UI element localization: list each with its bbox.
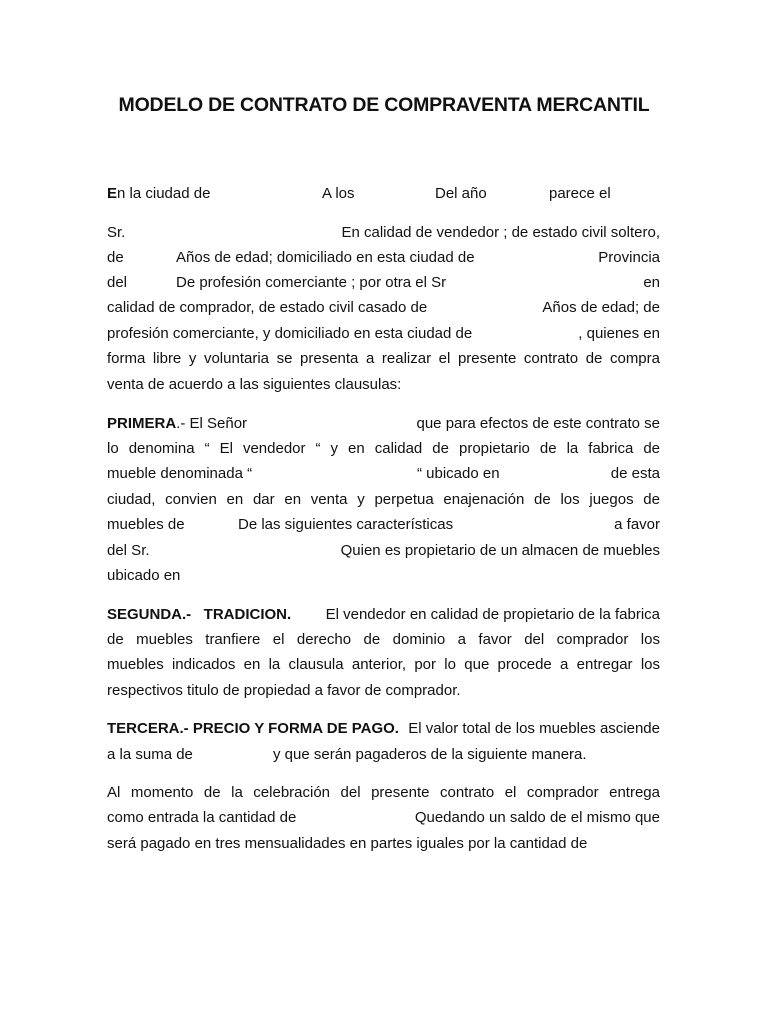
intro-text: Provincia (598, 249, 660, 266)
intro-line-7: forma libre y voluntaria se presenta a realizar el presente contrato de compra (107, 350, 660, 367)
intro-line-6 (107, 321, 660, 347)
intro-text: Del año (435, 185, 487, 202)
intro-line-2 (107, 220, 660, 246)
clause-text: Quien es propietario de un almacen de muebles (340, 542, 660, 559)
segunda-line-1 (107, 602, 660, 628)
clause-text: y que serán pagaderos de la siguiente manera. (273, 746, 587, 763)
segunda-line-3: muebles indicados en la clausula anterior, por lo que procede a entregar los (107, 656, 660, 673)
clause-text: Quedando un saldo de el mismo que (414, 809, 660, 826)
intro-text: A los (322, 185, 355, 202)
primera-line-6 (107, 538, 660, 564)
intro-line-1 (107, 181, 660, 207)
intro-text: n la ciudad de (117, 185, 211, 202)
intro-text: parece el (549, 185, 611, 202)
intro-text: en (643, 274, 660, 291)
intro-text: del (107, 274, 128, 291)
pago-line-2 (107, 805, 660, 831)
primera-line-3 (107, 461, 660, 487)
intro-text: Sr. (107, 224, 126, 241)
clause-label: SEGUNDA.- TRADICION. (107, 606, 292, 623)
tercera-line-1 (107, 716, 660, 742)
intro-text: , quienes en (578, 325, 660, 342)
clause-text: De las siguientes características (238, 516, 454, 533)
clause-text: “ ubicado en (417, 465, 500, 482)
primera-line-5 (107, 512, 660, 538)
clause-text: de esta (610, 465, 660, 482)
clause-text: muebles de (107, 516, 185, 533)
segunda-line-2: de muebles tranfiere el derecho de dominio a favor del comprador los (107, 631, 660, 648)
intro-text: calidad de comprador, de estado civil casado de (107, 299, 428, 316)
clause-text: El vendedor en calidad de propietario de la fabrica (325, 606, 660, 623)
segunda-line-4: respectivos titulo de propiedad a favor de comprador. (107, 682, 461, 699)
clause-text: mueble denominada “ (107, 465, 253, 482)
pago-line-1: Al momento de la celebración del presente contrato el comprador entrega (107, 784, 660, 801)
intro-text: Años de edad; de (542, 299, 660, 316)
intro-line-8: venta de acuerdo a las siguientes clausulas: (107, 376, 402, 393)
clause-text: a la suma de (107, 746, 193, 763)
document-title: MODELO DE CONTRATO DE COMPRAVENTA MERCANTIL (118, 94, 650, 116)
tercera-line-2 (107, 742, 660, 768)
drop-letter: E (107, 185, 118, 202)
intro-text: Años de edad; domiciliado en esta ciudad de (176, 249, 475, 266)
clause-text: a favor (614, 516, 660, 533)
clause-text: como entrada la cantidad de (107, 809, 297, 826)
intro-line-4 (107, 270, 660, 296)
intro-text: profesión comerciante, y domiciliado en esta ciudad de (107, 325, 473, 342)
clause-text: que para efectos de este contrato se (416, 415, 660, 432)
clause-text: .- El Señor (176, 415, 248, 432)
primera-line-2: lo denomina “ El vendedor “ y en calidad de propietario de la fabrica de (107, 440, 660, 457)
primera-line-4: ciudad, convien en dar en venta y perpetua enajenación de los juegos de (107, 491, 660, 508)
primera-line-1 (107, 411, 660, 437)
intro-text: De profesión comerciante ; por otra el Sr (176, 274, 447, 291)
clause-text: El valor total de los muebles asciende (408, 720, 660, 737)
clause-text: del Sr. (107, 542, 150, 559)
intro-line-3 (107, 245, 660, 271)
intro-text: En calidad de vendedor ; de estado civil soltero, (341, 224, 660, 241)
intro-text: de (107, 249, 124, 266)
intro-line-5 (107, 295, 660, 321)
pago-line-3: será pagado en tres mensualidades en partes iguales por la cantidad de (107, 835, 588, 852)
clause-label: TERCERA.- PRECIO Y FORMA DE PAGO. (107, 720, 399, 737)
primera-line-7: ubicado en (107, 567, 181, 584)
clause-label: PRIMERA (107, 415, 177, 432)
